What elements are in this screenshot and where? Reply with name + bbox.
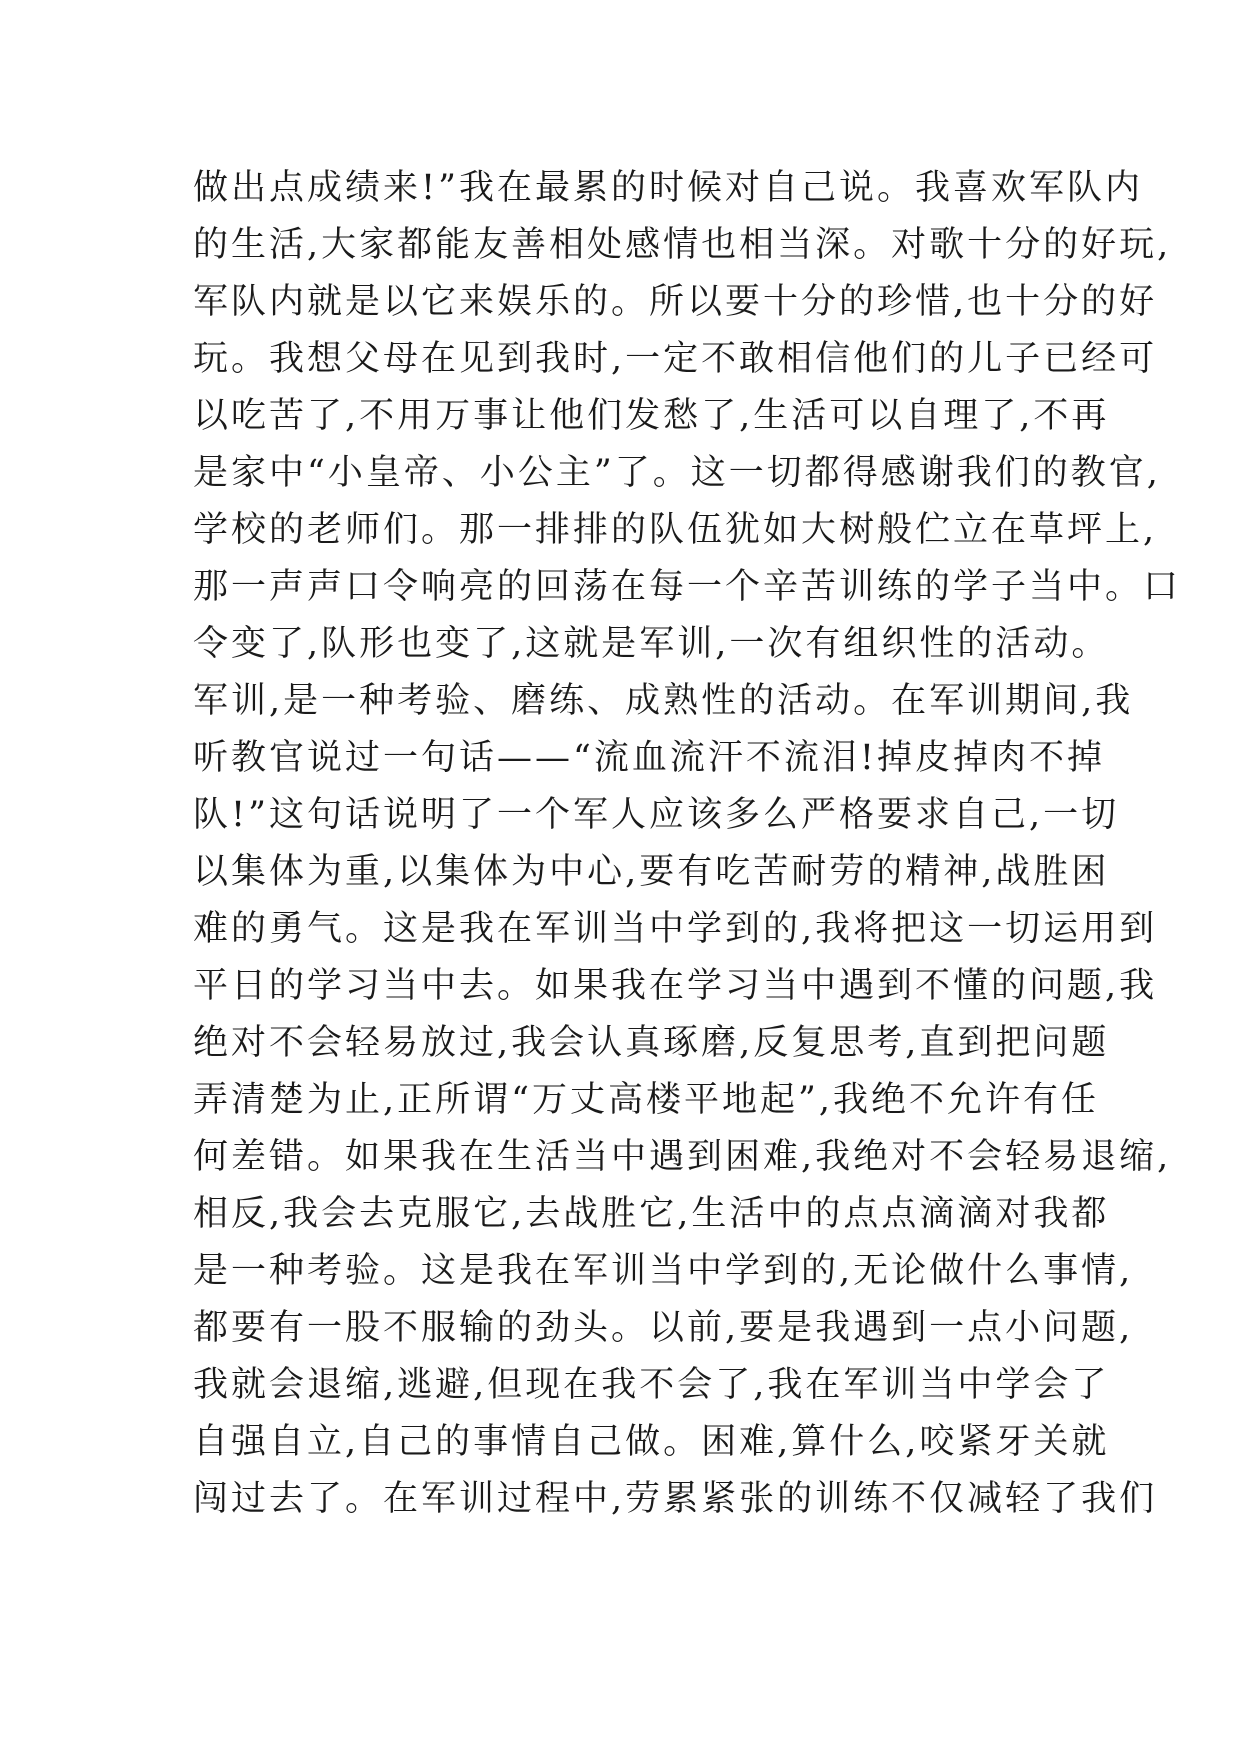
text-line: 做出点成绩来!”我在最累的时候对自己说。我喜欢军队内 (193, 168, 1143, 208)
text-line: 难的勇气。这是我在军训当中学到的,我将把这一切运用到 (193, 909, 1158, 949)
text-line: 平日的学习当中去。如果我在学习当中遇到不懂的问题,我 (193, 966, 1158, 1006)
text-line: 令变了,队形也变了,这就是军训,一次有组织性的活动。 (193, 624, 1110, 664)
text-line: 以集体为重,以集体为中心,要有吃苦耐劳的精神,战胜困 (193, 852, 1110, 892)
text-line: 我就会退缩,逃避,但现在我不会了,我在军训当中学会了 (193, 1365, 1110, 1405)
text-line: 学校的老师们。那一排排的队伍犹如大树般伫立在草坪上, (193, 510, 1158, 550)
text-line: 以吃苦了,不用万事让他们发愁了,生活可以自理了,不再 (193, 396, 1110, 436)
text-line: 队!”这句话说明了一个军人应该多么严格要求自己,一切 (193, 795, 1120, 835)
text-line: 弄清楚为止,正所谓“万丈高楼平地起”,我绝不允许有任 (193, 1080, 1100, 1120)
text-line: 军队内就是以它来娱乐的。所以要十分的珍惜,也十分的好 (193, 282, 1158, 322)
text-line: 闯过去了。在军训过程中,劳累紧张的训练不仅减轻了我们 (193, 1479, 1158, 1519)
text-line: 何差错。如果我在生活当中遇到困难,我绝对不会轻易退缩, (193, 1137, 1172, 1177)
text-line: 玩。我想父母在见到我时,一定不敢相信他们的儿子已经可 (193, 339, 1158, 379)
text-line: 是一种考验。这是我在军训当中学到的,无论做什么事情, (193, 1251, 1134, 1291)
text-line: 听教官说过一句话——“流血流汗不流泪!掉皮掉肉不掉 (193, 738, 1105, 778)
text-line: 绝对不会轻易放过,我会认真琢磨,反复思考,直到把问题 (193, 1023, 1110, 1063)
text-line: 相反,我会去克服它,去战胜它,生活中的点点滴滴对我都 (193, 1194, 1110, 1234)
text-line: 是家中“小皇帝、小公主”了。这一切都得感谢我们的教官, (193, 453, 1161, 493)
text-line: 自强自立,自己的事情自己做。困难,算什么,咬紧牙关就 (193, 1422, 1110, 1462)
text-line: 军训,是一种考验、磨练、成熟性的活动。在军训期间,我 (193, 681, 1134, 721)
text-line: 都要有一股不服输的劲头。以前,要是我遇到一点小问题, (193, 1308, 1134, 1348)
text-line: 的生活,大家都能友善相处感情也相当深。对歌十分的好玩, (193, 225, 1172, 265)
body-text (193, 160, 1182, 1528)
text-line: 那一声声口令响亮的回荡在每一个辛苦训练的学子当中。口 (193, 567, 1182, 607)
